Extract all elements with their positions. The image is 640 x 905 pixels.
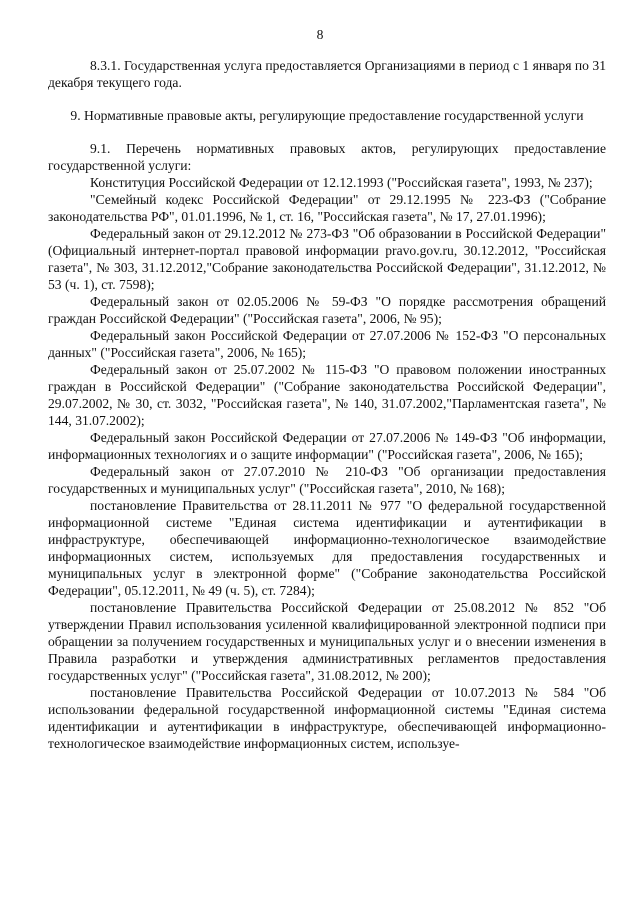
act-item: Федеральный закон Российской Федерации от 27.07.2006 № 149-ФЗ "Об информации, информационных технологиях и о защите информации" ("Российская газета", 2006, № 165); bbox=[48, 430, 606, 462]
act-item: постановление Правительства Российской Федерации от 10.07.2013 № 584 "Об использовании федеральной государственной информационной системы "Единая система идентификации и аутентификации в инфраструктуре, обеспечивающей информационно-технологическое взаимодействие информационных систем, используе- bbox=[48, 685, 606, 751]
act-item: постановление Правительства от 28.11.2011 № 977 "О федеральной государственной информационной системе "Единая система идентификации и аутентификации в инфраструктуре, обеспечивающей информационно-технологическое взаимодействие информационных систем, используемых для предоставления государственных и муниципальных услуг в электронной форме" ("Собрание законодательства Российской Федерации", 05.12.2011, № 49 (ч. 5), ст. 7284); bbox=[48, 498, 606, 598]
page-number: 8 bbox=[316, 27, 324, 42]
act-item: Федеральный закон от 25.07.2002 № 115-ФЗ "О правовом положении иностранных граждан в Российской Федерации" ("Собрание законодательства Российской Федерации", 29.07.2002, № 30, ст. 3032, "Российская газета", № 140, 31.07.2002,"Парламентская газета", № 144, 31.07.2002); bbox=[48, 362, 606, 428]
act-item: Федеральный закон от 02.05.2006 № 59-ФЗ "О порядке рассмотрения обращений граждан Российской Федерации" ("Российская газета", 2006, № 95); bbox=[48, 294, 606, 326]
act-item: "Семейный кодекс Российской Федерации" от 29.12.1995 № 223-ФЗ ("Собрание законодательства РФ", 01.01.1996, № 1, ст. 16, "Российская газета", № 17, 27.01.1996); bbox=[48, 192, 606, 224]
act-item: постановление Правительства Российской Федерации от 25.08.2012 № 852 "Об утверждении Правил использования усиленной квалифицированной электронной подписи при обращении за получением государственных и муниципальных услуг и о внесении изменения в Правила разработки и утверждения административных регламентов предоставления государственных услуг" ("Российская газета", 31.08.2012, № 200); bbox=[48, 600, 606, 683]
paragraph-8-3-1: 8.3.1. Государственная услуга предоставляется Организациями в период с 1 января по 31 декабря текущего года. bbox=[48, 58, 606, 90]
act-item: Федеральный закон от 27.07.2010 № 210-ФЗ "Об организации предоставления государственных и муниципальных услуг" ("Российская газета", 2010, № 168); bbox=[48, 464, 606, 496]
document-body bbox=[48, 57, 606, 752]
act-item: Конституция Российской Федерации от 12.12.1993 ("Российская газета", 1993, № 237); bbox=[90, 175, 593, 190]
list-intro: 9.1. Перечень нормативных правовых актов, регулирующих предоставление государственной услуги: bbox=[48, 141, 606, 173]
act-item: Федеральный закон Российской Федерации от 27.07.2006 № 152-ФЗ "О персональных данных" ("Российская газета", 2006, № 165); bbox=[48, 328, 606, 360]
section-heading: 9. Нормативные правовые акты, регулирующие предоставление государственной услуги bbox=[70, 108, 584, 123]
act-item: Федеральный закон от 29.12.2012 № 273-ФЗ "Об образовании в Российской Федерации" (Официальный интернет-портал правовой информации pravo.gov.ru, 30.12.2012, "Российская газета", № 303, 31.12.2012,"Собрание законодательства Российской Федерации", 31.12.2012, № 53 (ч. 1), ст. 7598); bbox=[48, 226, 606, 292]
